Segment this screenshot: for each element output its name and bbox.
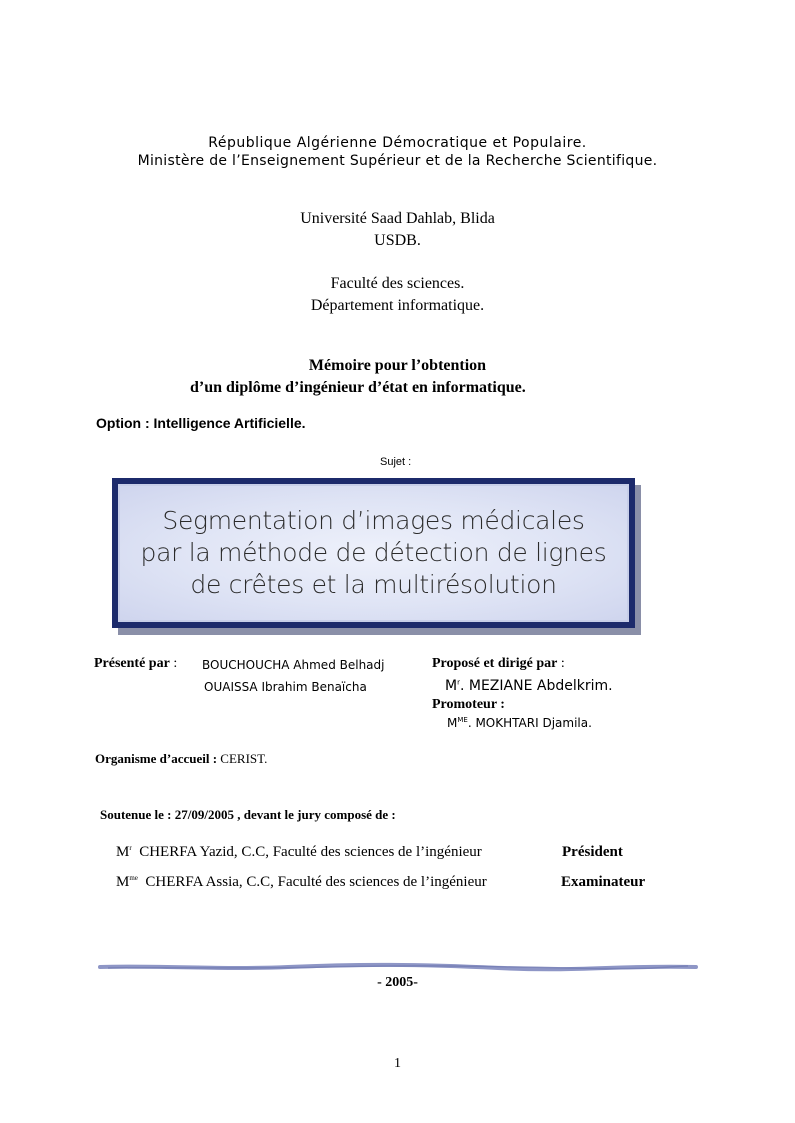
jury-2-text: CHERFA Assia, C.C, Faculté des sciences de l’ingénieur xyxy=(137,874,487,890)
supervisor-sup: r xyxy=(457,678,460,687)
jury-role-1: Président xyxy=(562,844,623,860)
host-organization xyxy=(95,751,267,767)
title-box-inner xyxy=(118,484,629,622)
title-line-2: par la méthode de détection de lignes xyxy=(140,538,607,567)
department-name: Département informatique. xyxy=(310,297,485,314)
promoteur-sup: ME xyxy=(457,716,468,724)
jury-1-sup: r xyxy=(129,844,132,852)
decorative-divider xyxy=(98,961,698,973)
memoire-line-1: Mémoire pour l’obtention xyxy=(308,357,487,374)
jury-1-prefix: M xyxy=(116,844,130,860)
republic-heading: République Algérienne Démocratique et Populaire. xyxy=(208,135,587,151)
supervisor-prefix: M xyxy=(445,678,458,694)
defense-date: Soutenue le : 27/09/2005 , devant le jury composé de : xyxy=(100,807,396,822)
university-abbrev: USDB. xyxy=(374,232,421,249)
jury-member-2 xyxy=(116,874,487,891)
title-box xyxy=(112,478,635,628)
propose-label-text: Proposé et dirigé par xyxy=(432,656,558,671)
jury-2-sup: me xyxy=(129,874,138,882)
presente-label xyxy=(94,656,177,672)
propose-label xyxy=(432,656,565,672)
year: - 2005- xyxy=(377,975,418,990)
presente-sep: : xyxy=(169,656,178,671)
promoteur-name-text: . MOKHTARI Djamila. xyxy=(467,716,592,730)
page-number: 1 xyxy=(394,1056,401,1071)
option-text: Option : Intelligence Artificielle. xyxy=(96,415,306,431)
memoire-line-2: d’un diplôme d’ingénieur d’état en informatique. xyxy=(190,379,526,396)
ministry-heading: Ministère de l’Enseignement Supérieur et de la Recherche Scientifique. xyxy=(137,153,658,169)
university-name: Université Saad Dahlab, Blida xyxy=(300,210,495,227)
propose-sep: : xyxy=(557,656,565,671)
student-name-2: OUAISSA Ibrahim Benaïcha xyxy=(204,680,367,694)
organisme-label: Organisme d’accueil : xyxy=(95,751,218,766)
jury-role-2: Examinateur xyxy=(561,874,646,890)
promoteur-name xyxy=(447,716,592,730)
presente-label-text: Présenté par xyxy=(94,656,170,671)
supervisor-name xyxy=(445,678,613,694)
jury-1-text: CHERFA Yazid, C.C, Faculté des sciences de l’ingénieur xyxy=(131,844,482,860)
jury-member-1 xyxy=(116,844,482,861)
faculty-name: Faculté des sciences. xyxy=(330,275,465,292)
jury-2-prefix: M xyxy=(116,874,130,890)
organisme-value: CERIST. xyxy=(217,751,268,766)
promoteur-prefix: M xyxy=(447,716,458,730)
title-line-1: Segmentation d’images médicales xyxy=(162,506,585,535)
title-line-3: de crêtes et la multirésolution xyxy=(190,570,557,599)
supervisor-name-text: . MEZIANE Abdelkrim. xyxy=(459,678,613,694)
student-name-1: BOUCHOUCHA Ahmed Belhadj xyxy=(202,658,385,672)
promoteur-label: Promoteur : xyxy=(432,697,505,712)
sujet-label: Sujet : xyxy=(380,456,412,468)
